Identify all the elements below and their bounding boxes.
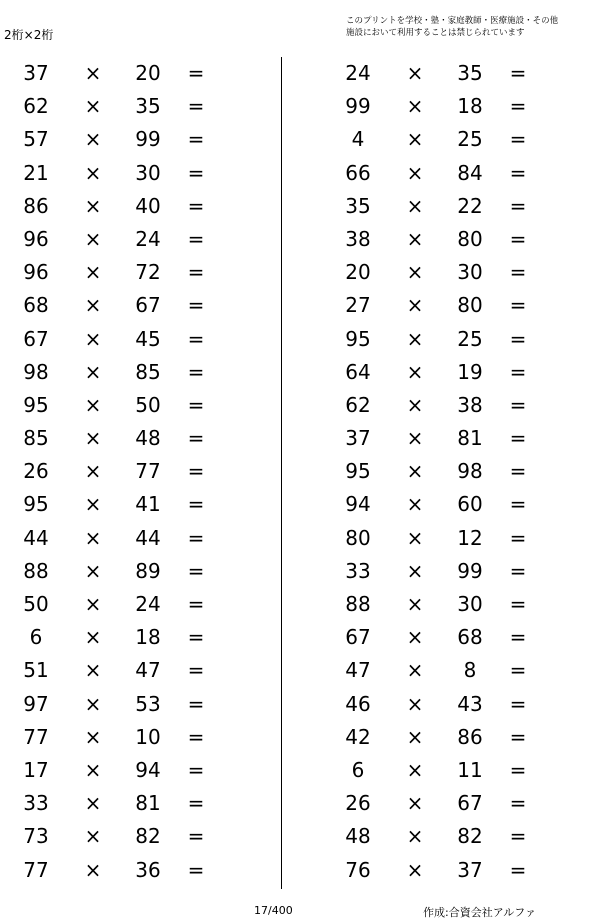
second-operand: 10 (135, 724, 161, 749)
equals-sign: = (187, 724, 205, 749)
equals-sign: = (187, 326, 205, 351)
problem-row (322, 223, 582, 256)
first-operand: 51 (23, 658, 49, 683)
second-operand: 30 (457, 260, 483, 285)
equals-sign: = (509, 857, 527, 882)
second-operand: 25 (457, 127, 483, 152)
second-operand: 81 (457, 426, 483, 451)
first-operand: 95 (345, 326, 371, 351)
second-operand: 68 (457, 625, 483, 650)
equals-sign: = (509, 193, 527, 218)
first-operand: 98 (23, 359, 49, 384)
second-operand: 19 (457, 359, 483, 384)
second-operand: 11 (457, 757, 483, 782)
second-operand: 99 (457, 558, 483, 583)
multiply-sign: × (84, 857, 102, 882)
first-operand: 33 (345, 558, 371, 583)
second-operand: 45 (135, 326, 161, 351)
equals-sign: = (187, 260, 205, 285)
first-operand: 97 (23, 691, 49, 716)
equals-sign: = (509, 625, 527, 650)
author-credit: 作成:合資会社アルファ (423, 906, 537, 919)
problem-row (322, 654, 582, 687)
problem-row (322, 854, 582, 887)
second-operand: 35 (457, 61, 483, 85)
equals-sign: = (509, 658, 527, 683)
multiply-sign: × (84, 193, 102, 218)
page-number: 17/400 (254, 904, 293, 917)
problem-row (0, 688, 260, 721)
multiply-sign: × (406, 459, 424, 484)
multiply-sign: × (406, 757, 424, 782)
worksheet-title: 2桁×2桁 (4, 28, 54, 42)
second-operand: 85 (135, 359, 161, 384)
problem-row (0, 820, 260, 853)
equals-sign: = (187, 61, 205, 85)
multiply-sign: × (406, 392, 424, 417)
problem-row (0, 854, 260, 887)
equals-sign: = (187, 757, 205, 782)
equals-sign: = (509, 426, 527, 451)
first-operand: 44 (23, 525, 49, 550)
multiply-sign: × (406, 293, 424, 318)
problem-row (0, 389, 260, 422)
multiply-sign: × (406, 824, 424, 849)
left-problem-column (0, 57, 260, 887)
first-operand: 20 (345, 260, 371, 285)
first-operand: 27 (345, 293, 371, 318)
problem-row (322, 522, 582, 555)
equals-sign: = (187, 426, 205, 451)
problem-row (0, 157, 260, 190)
multiply-sign: × (406, 558, 424, 583)
first-operand: 57 (23, 127, 49, 152)
first-operand: 35 (345, 193, 371, 218)
first-operand: 77 (23, 724, 49, 749)
problem-row (0, 57, 260, 90)
problem-row (0, 555, 260, 588)
first-operand: 76 (345, 857, 371, 882)
equals-sign: = (509, 791, 527, 816)
equals-sign: = (187, 293, 205, 318)
multiply-sign: × (406, 658, 424, 683)
first-operand: 96 (23, 260, 49, 285)
multiply-sign: × (84, 94, 102, 119)
equals-sign: = (509, 326, 527, 351)
first-operand: 62 (345, 392, 371, 417)
first-operand: 37 (345, 426, 371, 451)
second-operand: 60 (457, 492, 483, 517)
first-operand: 99 (345, 94, 371, 119)
first-operand: 77 (23, 857, 49, 882)
equals-sign: = (509, 392, 527, 417)
problem-row (0, 90, 260, 123)
multiply-sign: × (84, 525, 102, 550)
second-operand: 8 (463, 658, 477, 683)
problem-row (322, 190, 582, 223)
multiply-sign: × (406, 160, 424, 185)
multiply-sign: × (406, 193, 424, 218)
multiply-sign: × (84, 724, 102, 749)
first-operand: 6 (29, 625, 43, 650)
first-operand: 68 (23, 293, 49, 318)
second-operand: 84 (457, 160, 483, 185)
problem-row (0, 654, 260, 687)
equals-sign: = (187, 226, 205, 251)
first-operand: 46 (345, 691, 371, 716)
second-operand: 30 (135, 160, 161, 185)
multiply-sign: × (406, 857, 424, 882)
multiply-sign: × (406, 359, 424, 384)
equals-sign: = (187, 127, 205, 152)
second-operand: 24 (135, 592, 161, 616)
multiply-sign: × (84, 392, 102, 417)
second-operand: 20 (135, 61, 161, 85)
second-operand: 24 (135, 226, 161, 251)
problem-row (0, 621, 260, 654)
first-operand: 38 (345, 226, 371, 251)
equals-sign: = (509, 260, 527, 285)
multiply-sign: × (406, 127, 424, 152)
multiply-sign: × (406, 326, 424, 351)
second-operand: 38 (457, 392, 483, 417)
second-operand: 22 (457, 193, 483, 218)
first-operand: 42 (345, 724, 371, 749)
multiply-sign: × (406, 260, 424, 285)
equals-sign: = (509, 592, 527, 616)
multiply-sign: × (84, 293, 102, 318)
problem-row (322, 256, 582, 289)
first-operand: 88 (23, 558, 49, 583)
problem-row (0, 289, 260, 322)
equals-sign: = (509, 558, 527, 583)
first-operand: 95 (23, 492, 49, 517)
second-operand: 82 (135, 824, 161, 849)
first-operand: 66 (345, 160, 371, 185)
first-operand: 62 (23, 94, 49, 119)
problem-row (0, 190, 260, 223)
problem-row (0, 356, 260, 389)
equals-sign: = (187, 459, 205, 484)
problem-row (322, 621, 582, 654)
equals-sign: = (187, 857, 205, 882)
second-operand: 67 (457, 791, 483, 816)
second-operand: 37 (457, 857, 483, 882)
first-operand: 96 (23, 226, 49, 251)
first-operand: 6 (351, 757, 365, 782)
multiply-sign: × (406, 791, 424, 816)
equals-sign: = (509, 757, 527, 782)
problem-row (0, 323, 260, 356)
second-operand: 98 (457, 459, 483, 484)
equals-sign: = (509, 525, 527, 550)
second-operand: 82 (457, 824, 483, 849)
second-operand: 80 (457, 226, 483, 251)
second-operand: 18 (457, 94, 483, 119)
second-operand: 94 (135, 757, 161, 782)
first-operand: 24 (345, 61, 371, 85)
first-operand: 85 (23, 426, 49, 451)
first-operand: 21 (23, 160, 49, 185)
equals-sign: = (187, 525, 205, 550)
second-operand: 41 (135, 492, 161, 517)
first-operand: 26 (23, 459, 49, 484)
equals-sign: = (509, 160, 527, 185)
problem-row (322, 455, 582, 488)
first-operand: 86 (23, 193, 49, 218)
multiply-sign: × (406, 525, 424, 550)
problem-row (0, 256, 260, 289)
second-operand: 77 (135, 459, 161, 484)
equals-sign: = (187, 592, 205, 616)
problem-row (322, 356, 582, 389)
problem-row (0, 123, 260, 156)
second-operand: 50 (135, 392, 161, 417)
right-problem-column (322, 57, 582, 887)
multiply-sign: × (84, 691, 102, 716)
problem-row (0, 455, 260, 488)
second-operand: 80 (457, 293, 483, 318)
second-operand: 81 (135, 791, 161, 816)
second-operand: 67 (135, 293, 161, 318)
problem-row (322, 422, 582, 455)
equals-sign: = (509, 226, 527, 251)
multiply-sign: × (406, 94, 424, 119)
problem-row (322, 90, 582, 123)
first-operand: 80 (345, 525, 371, 550)
problem-row (0, 488, 260, 521)
second-operand: 36 (135, 857, 161, 882)
problem-row (322, 787, 582, 820)
second-operand: 25 (457, 326, 483, 351)
first-operand: 95 (23, 392, 49, 417)
problem-row (0, 787, 260, 820)
multiply-sign: × (406, 492, 424, 517)
problem-row (322, 555, 582, 588)
problem-row (322, 57, 582, 90)
column-divider (281, 57, 282, 889)
multiply-sign: × (406, 226, 424, 251)
equals-sign: = (509, 61, 527, 85)
problem-row (322, 389, 582, 422)
multiply-sign: × (84, 625, 102, 650)
multiply-sign: × (84, 359, 102, 384)
problem-row (322, 157, 582, 190)
first-operand: 33 (23, 791, 49, 816)
problem-row (322, 488, 582, 521)
equals-sign: = (187, 359, 205, 384)
multiply-sign: × (84, 127, 102, 152)
multiply-sign: × (84, 426, 102, 451)
multiply-sign: × (84, 824, 102, 849)
problem-row (322, 588, 582, 621)
first-operand: 95 (345, 459, 371, 484)
second-operand: 40 (135, 193, 161, 218)
problem-row (0, 422, 260, 455)
multiply-sign: × (406, 691, 424, 716)
problem-row (322, 820, 582, 853)
first-operand: 67 (23, 326, 49, 351)
problem-row (322, 688, 582, 721)
first-operand: 47 (345, 658, 371, 683)
equals-sign: = (187, 625, 205, 650)
multiply-sign: × (84, 592, 102, 616)
usage-notice-line-1: このプリントを学校・塾・家庭教師・医療施設・その他 (346, 16, 559, 26)
second-operand: 89 (135, 558, 161, 583)
first-operand: 48 (345, 824, 371, 849)
usage-notice-line-2: 施設において利用することは禁じられています (346, 28, 525, 38)
second-operand: 35 (135, 94, 161, 119)
equals-sign: = (187, 160, 205, 185)
multiply-sign: × (406, 61, 424, 85)
second-operand: 99 (135, 127, 161, 152)
equals-sign: = (187, 791, 205, 816)
first-operand: 73 (23, 824, 49, 849)
first-operand: 37 (23, 61, 49, 85)
multiply-sign: × (406, 625, 424, 650)
multiply-sign: × (84, 226, 102, 251)
second-operand: 72 (135, 260, 161, 285)
first-operand: 88 (345, 592, 371, 616)
second-operand: 30 (457, 592, 483, 616)
multiply-sign: × (406, 724, 424, 749)
problem-row (0, 522, 260, 555)
second-operand: 43 (457, 691, 483, 716)
equals-sign: = (187, 94, 205, 119)
second-operand: 48 (135, 426, 161, 451)
equals-sign: = (509, 492, 527, 517)
problem-row (322, 323, 582, 356)
first-operand: 4 (351, 127, 365, 152)
problem-row (0, 588, 260, 621)
second-operand: 18 (135, 625, 161, 650)
equals-sign: = (509, 359, 527, 384)
second-operand: 47 (135, 658, 161, 683)
second-operand: 86 (457, 724, 483, 749)
first-operand: 67 (345, 625, 371, 650)
equals-sign: = (509, 691, 527, 716)
multiply-sign: × (84, 791, 102, 816)
equals-sign: = (509, 293, 527, 318)
multiply-sign: × (84, 757, 102, 782)
multiply-sign: × (84, 326, 102, 351)
multiply-sign: × (406, 426, 424, 451)
equals-sign: = (187, 658, 205, 683)
usage-notice (346, 15, 558, 39)
equals-sign: = (509, 724, 527, 749)
equals-sign: = (509, 127, 527, 152)
first-operand: 64 (345, 359, 371, 384)
multiply-sign: × (84, 558, 102, 583)
multiply-sign: × (84, 260, 102, 285)
second-operand: 53 (135, 691, 161, 716)
equals-sign: = (509, 94, 527, 119)
equals-sign: = (509, 459, 527, 484)
problem-row (0, 223, 260, 256)
multiply-sign: × (84, 459, 102, 484)
first-operand: 50 (23, 592, 49, 616)
problem-row (322, 721, 582, 754)
problem-row (322, 123, 582, 156)
problem-row (0, 754, 260, 787)
equals-sign: = (187, 193, 205, 218)
multiply-sign: × (84, 492, 102, 517)
multiply-sign: × (84, 61, 102, 85)
second-operand: 12 (457, 525, 483, 550)
first-operand: 94 (345, 492, 371, 517)
equals-sign: = (187, 492, 205, 517)
problem-row (0, 721, 260, 754)
first-operand: 17 (23, 757, 49, 782)
equals-sign: = (187, 824, 205, 849)
equals-sign: = (187, 691, 205, 716)
equals-sign: = (509, 824, 527, 849)
problem-row (322, 289, 582, 322)
multiply-sign: × (84, 160, 102, 185)
multiply-sign: × (406, 592, 424, 616)
multiply-sign: × (84, 658, 102, 683)
first-operand: 26 (345, 791, 371, 816)
equals-sign: = (187, 392, 205, 417)
equals-sign: = (187, 558, 205, 583)
problem-row (322, 754, 582, 787)
second-operand: 44 (135, 525, 161, 550)
